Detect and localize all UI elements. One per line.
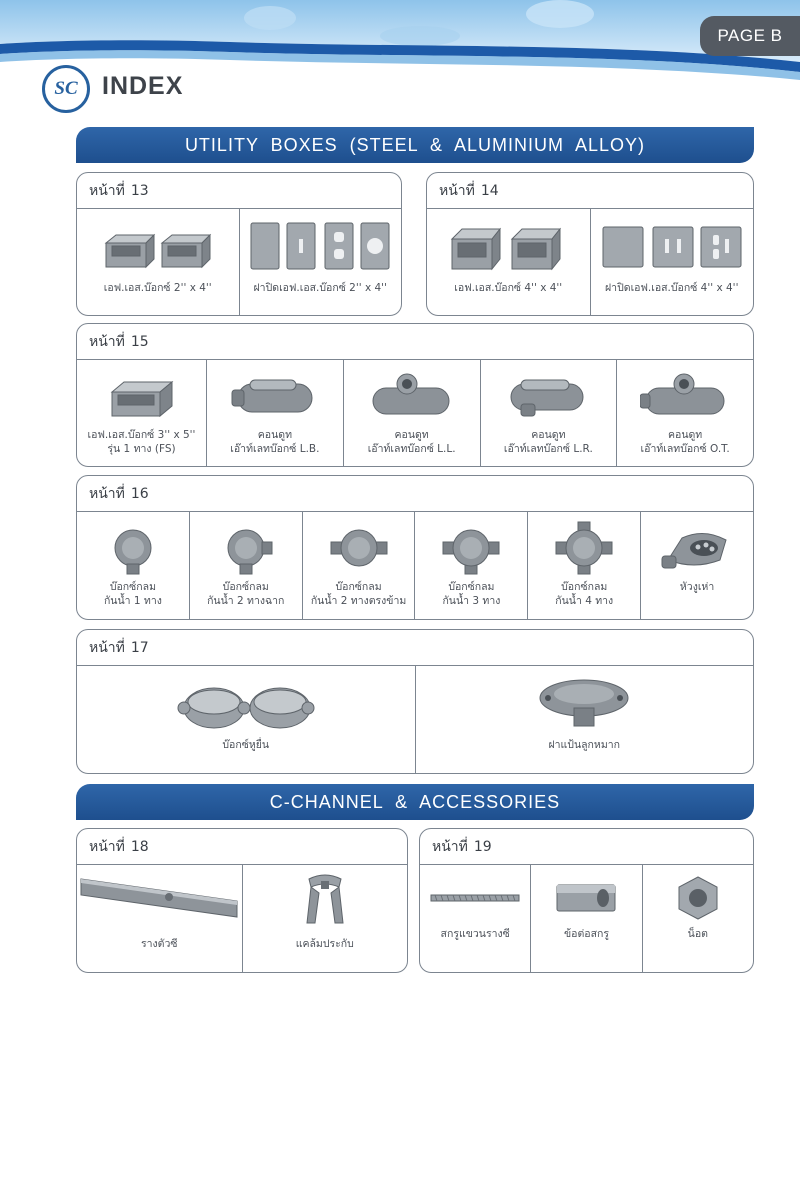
product-hex-nut[interactable]	[643, 865, 753, 972]
round-box-1-way-icon	[103, 520, 163, 576]
c-channel-rail-icon	[79, 873, 239, 933]
eared-round-box-icon	[176, 674, 316, 734]
product-caption: บ๊อกซ์กลม กันน้ำ 2 ทางตรงข้าม	[310, 581, 407, 607]
product-threaded-rod[interactable]	[420, 865, 531, 972]
conduit-outlet-lb-icon	[230, 368, 320, 424]
product-caption: บ๊อกซ์กลม กันน้ำ 4 ทาง	[555, 581, 614, 607]
panel-page-14	[426, 172, 754, 316]
product-round-box-3-way[interactable]	[415, 512, 528, 619]
ceiling-cover-icon	[534, 674, 634, 734]
product-caption: บ๊อกซ์กลม กันน้ำ 3 ทาง	[442, 581, 501, 607]
page-label: PAGE B	[700, 16, 800, 56]
product-fs-cover-2x4[interactable]	[240, 209, 402, 315]
panel-header: หน้าที่ 19	[420, 829, 753, 865]
panel-page-18	[76, 828, 408, 973]
strut-clamp-icon	[295, 873, 355, 933]
product-caption: เอฟ.เอส.บ๊อกซ์ 2'' x 4''	[103, 282, 212, 294]
fs-cover-2x4-icon	[245, 217, 395, 277]
product-caption: บ๊อกซ์หูยื่น	[222, 739, 270, 751]
page-number: 19	[473, 838, 492, 855]
product-strut-clamp[interactable]	[243, 865, 408, 972]
round-box-2-way-straight-icon	[329, 520, 389, 576]
panel-page-15	[76, 323, 754, 467]
product-fs-box-4x4[interactable]	[427, 209, 591, 315]
section-banner-c-channel: C-CHANNEL & ACCESSORIES	[76, 784, 754, 820]
product-caption: เอฟ.เอส.บ๊อกซ์ 4'' x 4''	[454, 282, 563, 294]
panel-header: หน้าที่ 13	[77, 173, 401, 209]
product-service-entrance-cap[interactable]	[641, 512, 753, 619]
product-conduit-lr[interactable]	[481, 360, 618, 466]
panel-header: หน้าที่ 14	[427, 173, 753, 209]
page-number: 16	[130, 485, 149, 502]
product-ceiling-cover[interactable]	[416, 666, 754, 773]
product-caption: หัวงูเห่า	[679, 581, 715, 593]
product-caption: คอนดูท เอ๊าท์เลทบ๊อกซ์ O.T.	[640, 429, 730, 455]
product-fs-box-2x4[interactable]	[77, 209, 240, 315]
coupling-nut-icon	[551, 873, 621, 923]
panel-header: หน้าที่ 18	[77, 829, 407, 865]
product-fs-cover-4x4[interactable]	[591, 209, 754, 315]
page-number: 14	[480, 182, 499, 199]
product-caption: สกรูแขวนรางซี	[440, 928, 510, 940]
panel-header: หน้าที่ 17	[77, 630, 753, 666]
product-caption: ข้อต่อสกรู	[563, 928, 609, 940]
product-c-channel-rail[interactable]	[77, 865, 243, 972]
page-number: 18	[130, 838, 149, 855]
page-number: 15	[130, 333, 149, 350]
round-box-2-way-angle-icon	[216, 520, 276, 576]
product-coupling-nut[interactable]	[531, 865, 642, 972]
product-caption: เอฟ.เอส.บ๊อกซ์ 3'' x 5'' รุ่น 1 ทาง (FS)	[87, 429, 196, 455]
product-conduit-ll[interactable]	[344, 360, 481, 466]
product-round-box-4-way[interactable]	[528, 512, 641, 619]
fs-box-4x4-icon	[446, 217, 570, 277]
product-caption: น็อต	[687, 928, 708, 940]
product-fs-box-3x5[interactable]	[77, 360, 207, 466]
conduit-outlet-ot-icon	[640, 368, 730, 424]
page-number: 17	[130, 639, 149, 656]
product-eared-round-box[interactable]	[77, 666, 416, 773]
product-caption: ฝาปิดเอฟ.เอส.บ๊อกซ์ 4'' x 4''	[605, 282, 739, 294]
product-conduit-lb[interactable]	[207, 360, 344, 466]
panel-header: หน้าที่ 15	[77, 324, 753, 360]
page-number: 13	[130, 182, 149, 199]
panel-page-19	[419, 828, 754, 973]
product-conduit-ot[interactable]	[617, 360, 753, 466]
section-banner-utility-boxes: UTILITY BOXES (STEEL & ALUMINIUM ALLOY)	[76, 127, 754, 163]
product-caption: คอนดูท เอ๊าท์เลทบ๊อกซ์ L.R.	[503, 429, 593, 455]
fs-cover-4x4-icon	[597, 217, 747, 277]
product-round-box-2-way-straight[interactable]	[303, 512, 416, 619]
product-caption: คอนดูท เอ๊าท์เลทบ๊อกซ์ L.B.	[230, 429, 320, 455]
fs-box-2x4-icon	[98, 217, 218, 277]
conduit-outlet-ll-icon	[367, 368, 457, 424]
service-entrance-cap-icon	[660, 520, 734, 576]
sc-logo: SC	[42, 65, 90, 113]
header-wave-background	[0, 0, 800, 120]
panel-header: หน้าที่ 16	[77, 476, 753, 512]
conduit-outlet-lr-icon	[503, 368, 593, 424]
product-round-box-2-way-angle[interactable]	[190, 512, 303, 619]
threaded-rod-icon	[427, 873, 523, 923]
product-caption: แคล้มประกับ	[295, 938, 354, 950]
product-caption: รางตัวซี	[140, 938, 178, 950]
fs-box-3x5-icon	[102, 368, 182, 424]
round-box-4-way-icon	[554, 520, 614, 576]
panel-page-17	[76, 629, 754, 774]
round-box-3-way-icon	[441, 520, 501, 576]
product-caption: บ๊อกซ์กลม กันน้ำ 1 ทาง	[103, 581, 162, 607]
hex-nut-icon	[673, 873, 723, 923]
panel-page-16	[76, 475, 754, 620]
index-title: INDEX	[102, 72, 184, 100]
product-caption: ฝาปิดเอฟ.เอส.บ๊อกซ์ 2'' x 4''	[253, 282, 387, 294]
panel-page-13	[76, 172, 402, 316]
product-caption: คอนดูท เอ๊าท์เลทบ๊อกซ์ L.L.	[367, 429, 456, 455]
product-caption: ฝาแป้นลูกหมาก	[548, 739, 621, 751]
product-caption: บ๊อกซ์กลม กันน้ำ 2 ทางฉาก	[207, 581, 285, 607]
product-round-box-1-way[interactable]	[77, 512, 190, 619]
